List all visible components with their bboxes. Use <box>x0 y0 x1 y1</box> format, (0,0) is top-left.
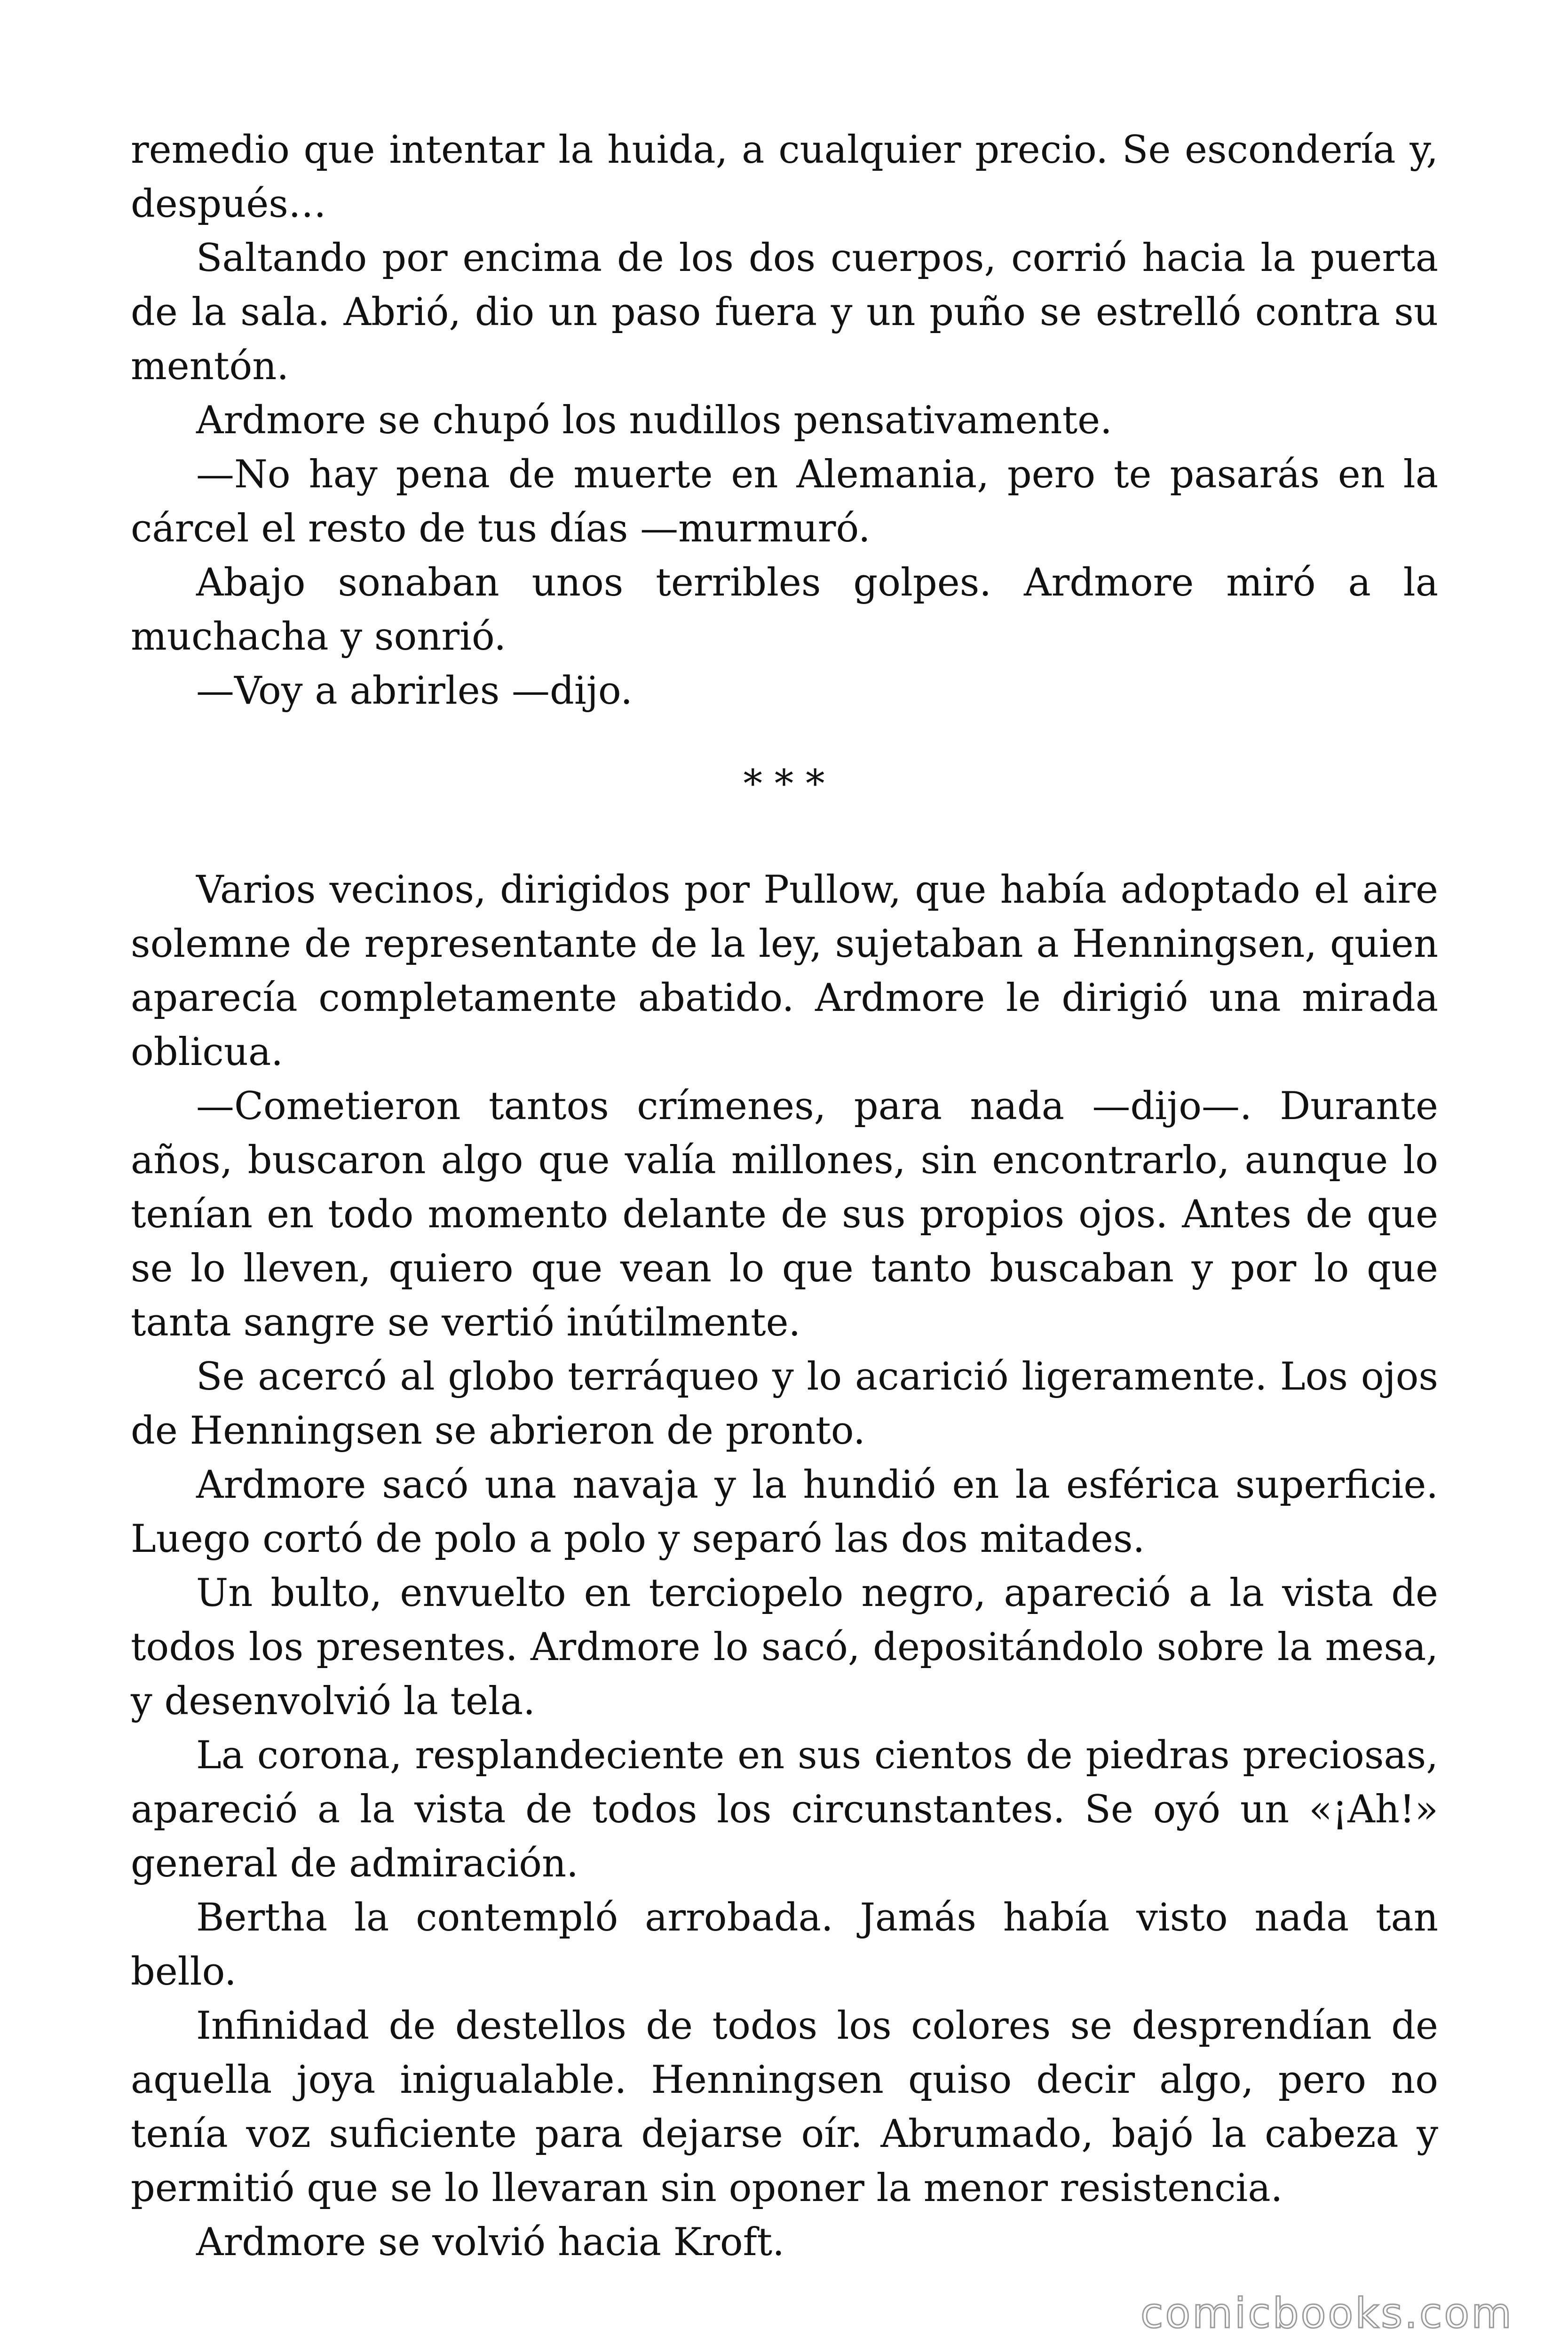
paragraph: Un bulto, envuelto en terciopelo negro, apareció a la vista de todos los presentes. Ardmore lo sacó, depositándolo sobre la mesa, y desenvolvió la tela. <box>131 1571 1438 1724</box>
paragraph: Abajo sonaban unos terribles golpes. Ardmore miró a la muchacha y sonrió. <box>131 561 1438 659</box>
paragraph: Saltando por encima de los dos cuerpos, corrió hacia la puerta de la sala. Abrió, dio un paso fuera y un puño se estrelló contra su mentón. <box>131 236 1438 389</box>
section-two-text <box>131 863 1438 2270</box>
watermark: comicbooks.com <box>1140 2289 1513 2337</box>
paragraph: Ardmore se chupó los nudillos pensativamente. <box>196 398 1112 443</box>
paragraph: Se acercó al globo terráqueo y lo acarició ligeramente. Los ojos de Henningsen se abrieron de pronto. <box>131 1355 1438 1453</box>
paragraph: Infinidad de destellos de todos los colores se desprendían de aquella joya inigualable. Henningsen quiso decir algo, pero no tenía voz suficiente para dejarse oír. Abrumado, bajó la cabeza y permitió que se lo llevaran sin oponer la menor resistencia. <box>131 2004 1438 2210</box>
section-separator: * * * <box>743 762 825 806</box>
paragraph: —No hay pena de muerte en Alemania, pero te pasarás en la cárcel el resto de tus días —murmuró. <box>131 453 1438 551</box>
paragraph: Bertha la contempló arrobada. Jamás había visto nada tan bello. <box>131 1896 1438 1994</box>
paragraph: Varios vecinos, dirigidos por Pullow, que había adoptado el aire solemne de representante de la ley, sujetaban a Henningsen, quien aparecía completamente abatido. Ardmore le dirigió una mirada oblicua. <box>131 868 1438 1074</box>
section-one-text <box>131 123 1438 718</box>
paragraph: —Cometieron tantos crímenes, para nada —dijo—. Durante años, buscaron algo que valía millones, sin encontrarlo, aunque lo tenían en todo momento delante de sus propios ojos. Antes de que se lo lleven, quiero que vean lo que tanto buscaban y por lo que tanta sangre se vertió inútilmente. <box>131 1084 1438 1345</box>
paragraph: Ardmore se volvió hacia Kroft. <box>196 2220 784 2265</box>
paragraph: —Voy a abrirles —dijo. <box>196 669 633 713</box>
paragraph: La corona, resplandeciente en sus cientos de piedras preciosas, apareció a la vista de todos los circunstantes. Se oyó un «¡Ah!» general de admiración. <box>131 1733 1438 1886</box>
paragraph: remedio que intentar la huida, a cualquier precio. Se escondería y, después… <box>131 128 1438 226</box>
paragraph: Ardmore sacó una navaja y la hundió en la esférica superficie. Luego cortó de polo a polo y separó las dos mitades. <box>131 1463 1438 1561</box>
